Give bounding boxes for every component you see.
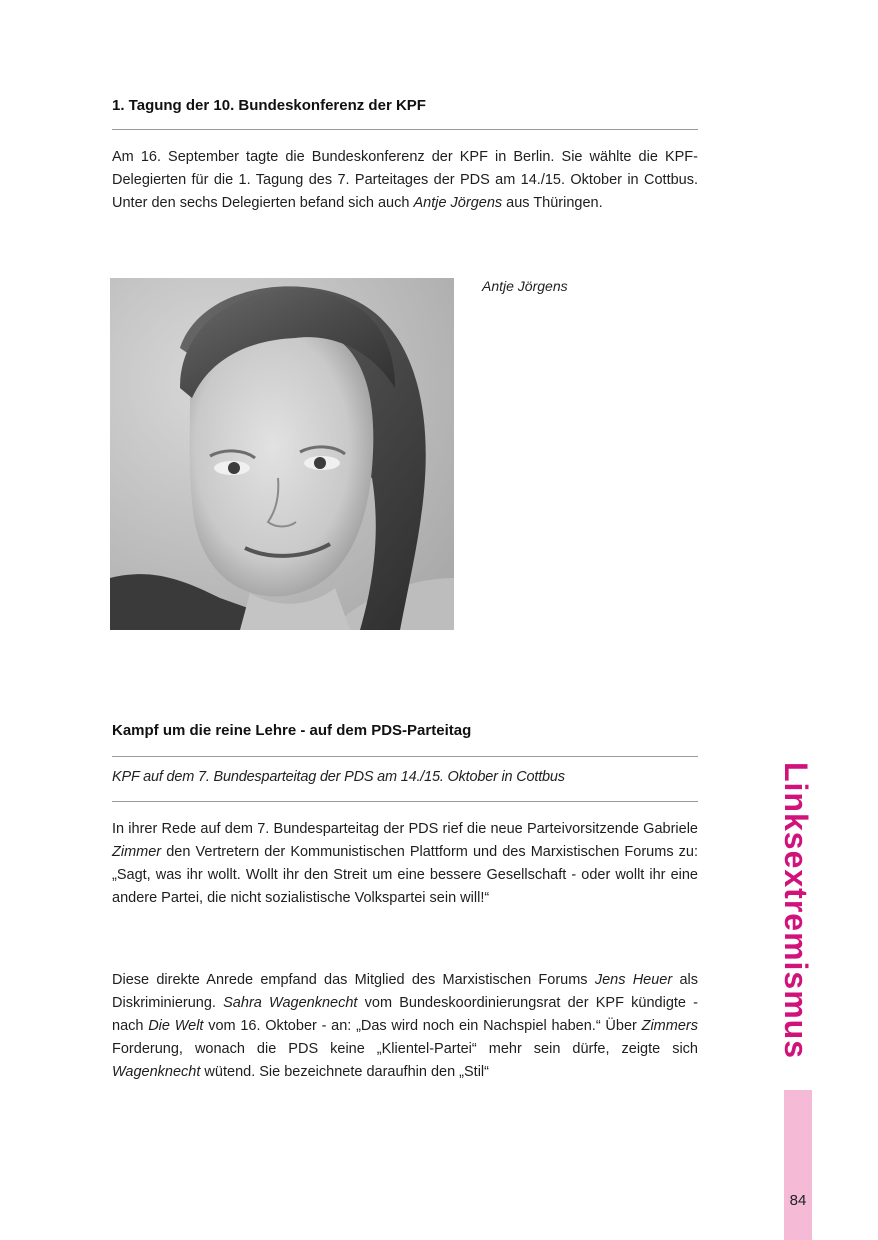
page-number: 84: [789, 1192, 807, 1209]
section-heading-2: Kampf um die reine Lehre - auf dem PDS-Parteitag: [112, 722, 472, 739]
subtitle-rule: [112, 801, 698, 802]
side-label-linksextremismus: Linksextremismus: [777, 761, 814, 1059]
portrait-photo: [110, 278, 454, 630]
section-subtitle: KPF auf dem 7. Bundesparteitag der PDS am 14./15. Oktober in Cottbus: [112, 769, 565, 785]
side-tab-marker: [784, 1090, 812, 1240]
paragraph-reactions: Diese direkte Anrede empfand das Mitglied des Marxistischen Forums Jens Heuer als Diskriminierung. Sahra Wagenknecht vom Bundeskoordinierungsrat der KPF kündigte - nach Die Welt vom 16. Oktober - an: „Das wird noch ein Nachspiel haben.“ Über Zimmers Forderung, wonach die PDS keine „Klientel-Partei“ mehr sein dürfe, zeigte sich Wagenknecht wütend. Sie bezeichnete daraufhin den „Stil“: [112, 972, 698, 1080]
paragraph-zimmer-speech: In ihrer Rede auf dem 7. Bundesparteitag der PDS rief die neue Parteivorsitzende Gabriele Zimmer den Vertretern der Kommunistischen Plattform und des Marxistischen Forums zu: „Sagt, was ihr wollt. Wollt ihr den Streit um eine bessere Gesellschaft - oder wollt ihr eine andere Partei, die nicht sozialistische Volkspartei sein will!“: [112, 821, 698, 906]
heading-rule-2: [112, 756, 698, 757]
section-heading-1: 1. Tagung der 10. Bundeskonferenz der KPF: [112, 97, 426, 114]
heading-rule-1: [112, 129, 698, 130]
paragraph-kpf-conference: Am 16. September tagte die Bundeskonferenz der KPF in Berlin. Sie wählte die KPF-Delegierten für die 1. Tagung des 7. Parteitages der PDS am 14./15. Oktober in Cottbus. Unter den sechs Delegierten befand sich auch Antje Jörgens aus Thüringen.: [112, 149, 698, 211]
photo-caption: Antje Jörgens: [482, 278, 568, 294]
